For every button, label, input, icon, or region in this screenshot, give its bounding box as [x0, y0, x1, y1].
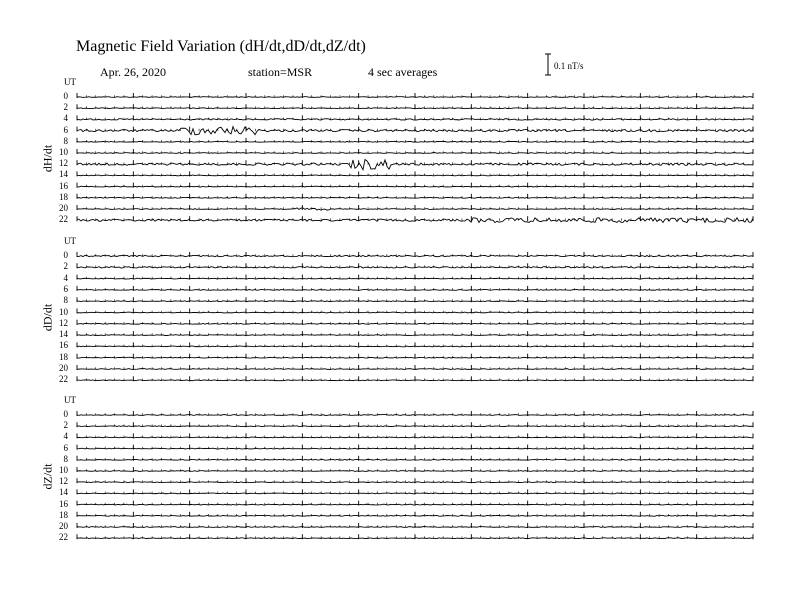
panel-dzdt-hour-label: 16 — [59, 498, 68, 509]
chart-title: Magnetic Field Variation (dH/dt,dD/dt,dZ/dt) — [76, 38, 366, 55]
panel-dhdt-hour-label: 10 — [59, 147, 68, 157]
panel-dhdt-ylabel: dH/dt — [40, 144, 55, 172]
date-label: Apr. 26, 2020 — [100, 65, 166, 79]
panel-dddt-hour-label: 18 — [59, 351, 68, 362]
averaging-label: 4 sec averages — [368, 65, 438, 79]
panel-dzdt-hour-label: 10 — [59, 465, 68, 475]
panel-dddt-ut-label: UT — [64, 236, 76, 246]
scale-bar-label: 0.1 nT/s — [554, 61, 584, 71]
panel-dzdt-hour-label: 8 — [63, 453, 68, 464]
panel-dhdt-hour-label: 6 — [63, 124, 68, 135]
panel-dzdt-hour-label: 0 — [63, 409, 68, 419]
panel-dzdt-hour-label: 6 — [63, 442, 68, 453]
panel-dzdt-ylabel: dZ/dt — [40, 463, 55, 490]
panel-dhdt-hour-label: 2 — [63, 102, 68, 113]
panel-dddt-hour-label: 16 — [59, 340, 68, 351]
panel-dhdt-ut-label: UT — [64, 77, 76, 87]
panel-dzdt-hour-label: 2 — [63, 420, 68, 431]
panel-dzdt-hour-label: 18 — [59, 509, 68, 520]
panel-dzdt-hour-label: 12 — [59, 476, 68, 487]
panel-dhdt-hour-label: 14 — [59, 169, 68, 180]
panel-dzdt-hour-label: 22 — [59, 532, 68, 543]
panel-dhdt-hour-label: 12 — [59, 158, 68, 169]
panel-dzdt-hour-label: 4 — [63, 431, 68, 442]
panel-dhdt-hour-label: 18 — [59, 191, 68, 202]
panel-dhdt-hour-label: 16 — [59, 180, 68, 191]
panel-dddt-hour-label: 8 — [63, 295, 68, 306]
panel-dddt-hour-label: 22 — [59, 374, 68, 385]
panel-dhdt-hour-label: 20 — [59, 203, 68, 213]
panel-dzdt-hour-label: 20 — [59, 521, 68, 531]
panel-dddt-hour-label: 6 — [63, 283, 68, 294]
panel-dddt-hour-label: 20 — [59, 363, 68, 373]
panel-dddt-hour-label: 14 — [59, 329, 68, 340]
panel-dhdt-hour-label: 22 — [59, 214, 68, 225]
panel-dddt-hour-label: 12 — [59, 317, 68, 328]
panel-dhdt-hour-label: 0 — [63, 91, 68, 101]
panel-dhdt-hour-label: 4 — [63, 113, 68, 124]
panel-dddt-ylabel: dD/dt — [40, 303, 55, 332]
panel-dzdt-hour-label: 14 — [59, 487, 68, 498]
station-label: station=MSR — [248, 65, 313, 79]
panel-dddt-hour-label: 2 — [63, 261, 68, 272]
panel-dhdt-hour-label: 8 — [63, 135, 68, 146]
panel-dddt-hour-label: 4 — [63, 272, 68, 283]
panel-dddt-hour-label: 0 — [63, 250, 68, 260]
panel-dzdt-ut-label: UT — [64, 395, 76, 405]
panel-dddt-hour-label: 10 — [59, 306, 68, 317]
scale-bar — [545, 54, 551, 75]
